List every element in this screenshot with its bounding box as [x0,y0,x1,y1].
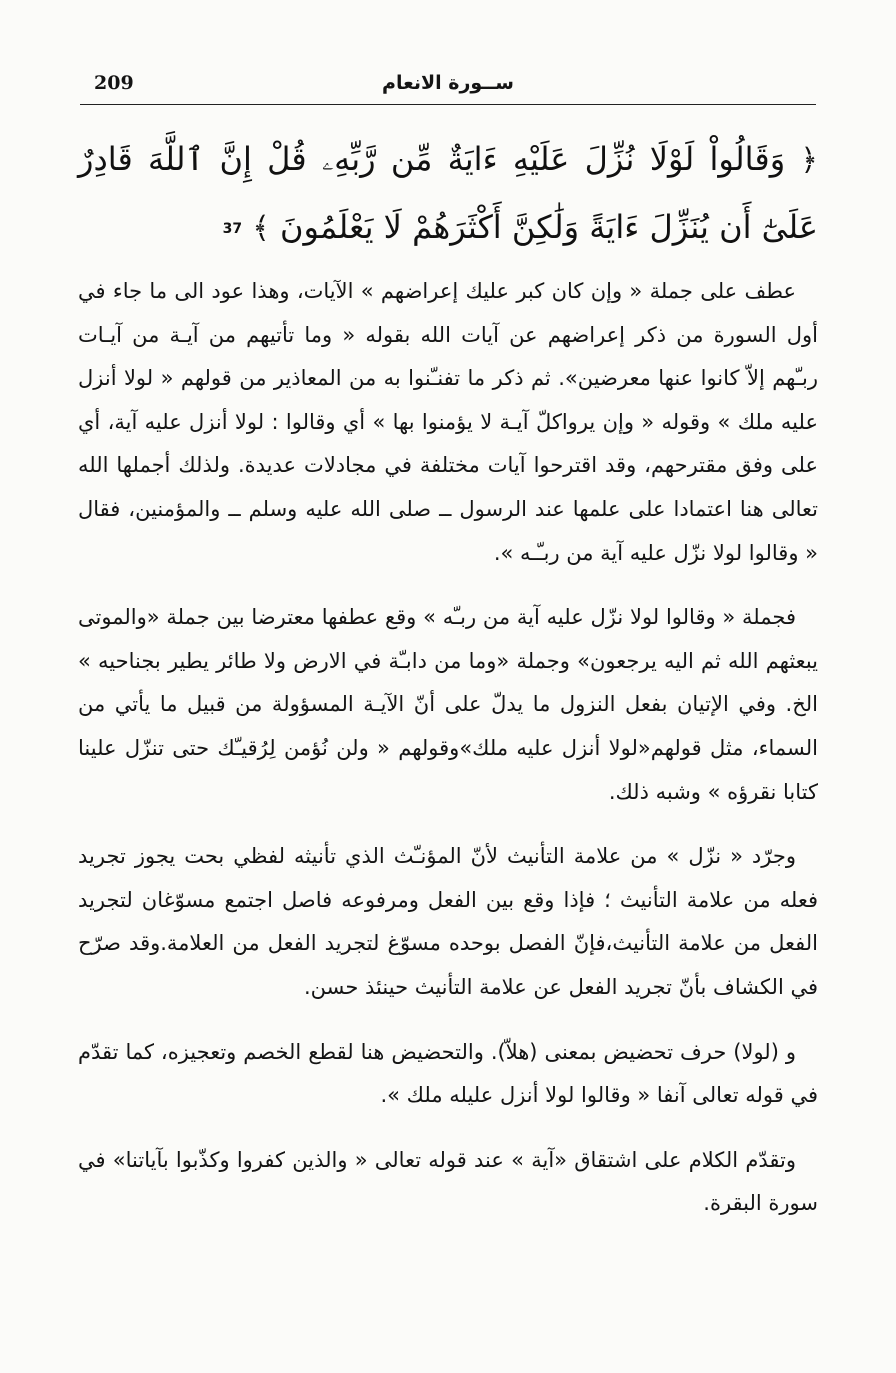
verse-close-bracket: ﴾ [252,211,270,246]
quran-verse [78,126,818,262]
commentary-paragraph: عطف على جملة « وإن كان كبر عليك إعراضهم » الآيات، وهذا عود الى ما جاء في أول السورة من ذكر إعراضهم عن آيات الله بقوله « وما تأتيهم من آيـة من آيـات ربـّهم إلاّ كانوا عنها معرضين». ثم ذكر ما تفنـّنوا به من المعاذير من قولهم « لولا أنزل عليه ملك » وقوله « وإن يرواكلّ آيـة لا يؤمنوا بها » أي وقالوا : لولا أنزل عليه آية، أي على وفق مقترحهم، وقد اقترحوا آيات مختلفة في مجادلات عديدة. ولذلك أجملها الله تعالى هنا اعتمادا على علمها عند الرسول ــ صلى الله عليه وسلم ــ والمؤمنين، فقال « وقالوا لولا نزّل عليه آية من ربـّـه ». [78,279,818,565]
commentary-body [78,270,818,1247]
commentary-paragraph: فجملة « وقالوا لولا نزّل عليه آية من ربـّه » وقع عطفها معترضا بين جملة «والموتى يبعثهم الله ثم اليه يرجعون» وجملة «وما من دابـّة في الارض ولا طائر يطير بجناحيه » الخ. وفي الإتيان بفعل النزول ما يدلّ على أنّ الآيـة المسؤولة من قبيل ما يأتي من السماء، مثل قولهم«لولا أنزل عليه ملك»وقولهم « ولن نُؤمن لِرُقيـّك حتى تنزّل علينا كتابا نقرؤه » وشبه ذلك. [78,605,818,804]
verse-open-bracket: ﴿ [800,143,818,178]
verse-text: وَقَالُواْ لَوْلَا نُزِّلَ عَلَيْهِ ءَايَةٌ مِّن رَّبِّهِۦ قُلْ إِنَّ ٱللَّهَ قَادِرٌ عَلَىٰٓ أَن يُنَزِّلَ ءَايَةً وَلَٰكِنَّ أَكْثَرَهُمْ لَا يَعْلَمُونَ [78,140,818,246]
commentary-paragraph: و (لولا) حرف تحضيض بمعنى (هلاّ). والتحضيض هنا لقطع الخصم وتعجيزه، كما تقدّم في قوله تعالى آنفا « وقالوا لولا أنزل عليله ملك ». [78,1039,818,1108]
commentary-paragraph: وجرّد « نزّل » من علامة التأنيث لأنّ المؤنـّث الذي تأنيثه لفظي بحت يجوز تجريد فعله من علامة التأنيث ؛ فإذا وقع بين الفعل ومرفوعه فاصل اجتمع مسوّغان لتجريد الفعل من علامة التأنيث،فإنّ الفصل بوحده مسوّغ لتجريد الفعل من العلامة.وقد صرّح في الكشاف بأنّ تجريد الفعل عن علامة التأنيث حينئذ حسن. [78,844,818,999]
page-number: 209 [94,72,134,94]
ayah-number: 37 [222,221,243,237]
commentary-paragraph: وتقدّم الكلام على اشتقاق «آية » عند قوله تعالى « والذين كفروا وكذّبوا بآياتنا» في سورة البقرة. [78,1147,818,1216]
header-divider [80,104,816,105]
surah-title: ســورة الانعام [382,72,514,94]
page-header [80,70,816,104]
